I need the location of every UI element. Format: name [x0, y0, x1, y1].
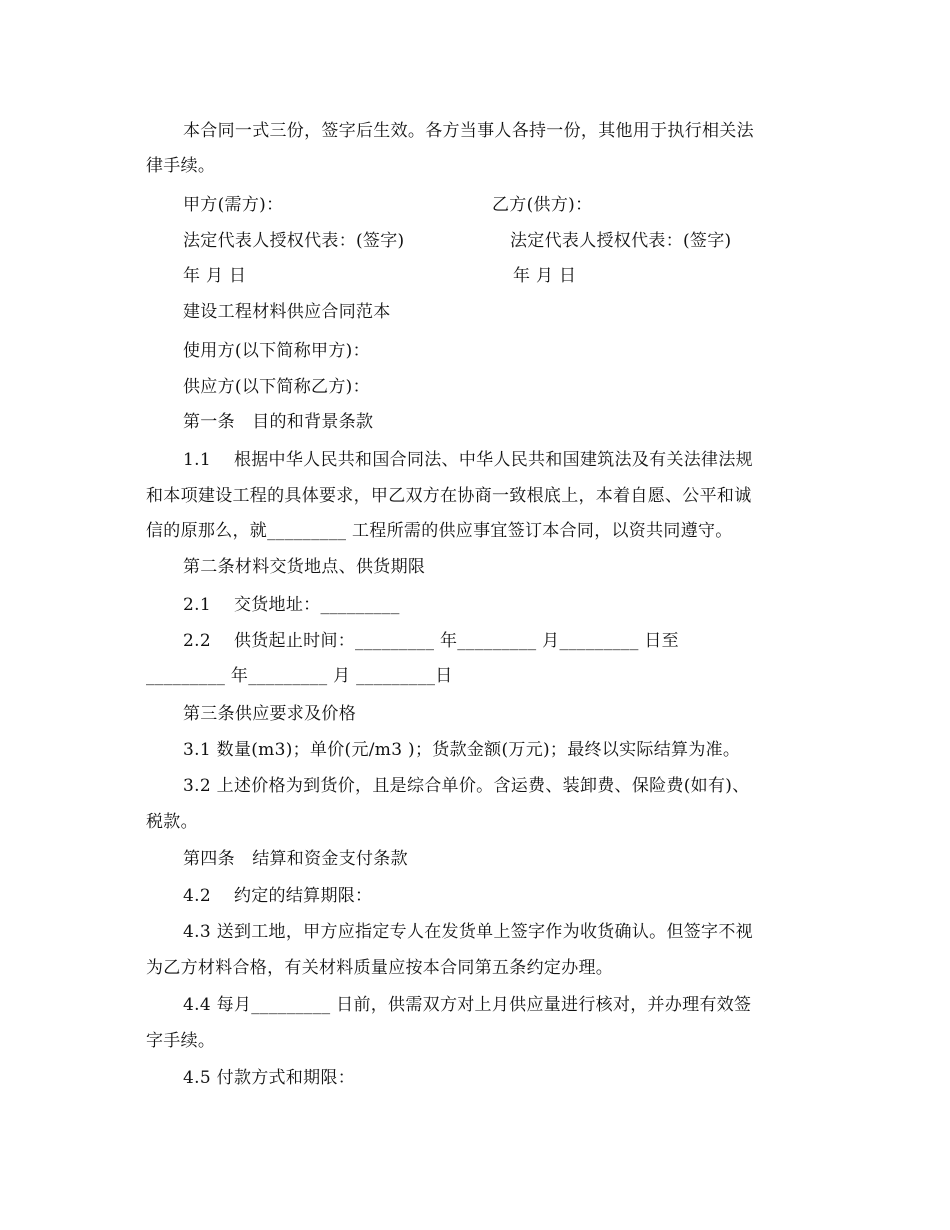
- text-line: _________ 年_________ 月 _________日: [146, 666, 453, 686]
- text-line: 供应方(以下简称乙方)：: [183, 377, 370, 397]
- text-line: 3.1 数量(m3)；单价(元/m3 )；货款金额(万元)；最终以实际结算为准。: [183, 740, 741, 760]
- document-title: 建设工程材料供应合同范本: [183, 302, 391, 322]
- text-line: 信的原那么，就_________ 工程所需的供应事宜签订本合同，以资共同遵守。: [146, 521, 733, 541]
- text-line: 税款。: [146, 812, 198, 832]
- signature-representative-b: 法定代表人授权代表：(签字): [510, 231, 732, 251]
- section-heading: 第四条 结算和资金支付条款: [183, 849, 408, 869]
- text-line: 4.4 每月_________ 日前，供需双方对上月供应量进行核对，并办理有效签: [183, 995, 752, 1015]
- text-line: 本合同一式三份，签字后生效。各方当事人各持一份，其他用于执行相关法: [183, 121, 754, 141]
- text-line: 字手续。: [146, 1031, 216, 1051]
- text-line: 律手续。: [146, 156, 216, 176]
- text-line: 3.2 上述价格为到货价，且是综合单价。含运费、装卸费、保险费(如有)、: [183, 776, 750, 796]
- signature-representative-a: 法定代表人授权代表：(签字): [183, 231, 405, 251]
- text-line: 使用方(以下简称甲方)：: [183, 341, 370, 361]
- text-line: 2.1 交货地址：_________: [183, 595, 400, 615]
- section-heading: 第三条供应要求及价格: [183, 704, 356, 724]
- text-line: 4.5 付款方式和期限：: [183, 1068, 356, 1088]
- text-line: 2.2 供货起止时间：_________ 年_________ 月_________ 日至: [183, 631, 679, 651]
- signature-date-a: 年 月 日: [183, 266, 247, 286]
- section-heading: 第二条材料交货地点、供货期限: [183, 557, 426, 577]
- signature-date-b: 年 月 日: [513, 266, 577, 286]
- text-line: 1.1 根据中华人民共和国合同法、中华人民共和国建筑法及有关法律法规: [183, 450, 753, 470]
- signature-party-a-label: 甲方(需方)：: [183, 195, 284, 215]
- text-line: 为乙方材料合格，有关材料质量应按本合同第五条约定办理。: [146, 958, 614, 978]
- text-line: 4.2 约定的结算期限：: [183, 886, 373, 906]
- signature-party-b-label: 乙方(供方)：: [492, 195, 593, 215]
- text-line: 和本项建设工程的具体要求，甲乙双方在协商一致根底上，本着自愿、公平和诚: [146, 486, 752, 506]
- section-heading: 第一条 目的和背景条款: [183, 412, 374, 432]
- text-line: 4.3 送到工地，甲方应指定专人在发货单上签字作为收货确认。但签字不视: [183, 922, 753, 942]
